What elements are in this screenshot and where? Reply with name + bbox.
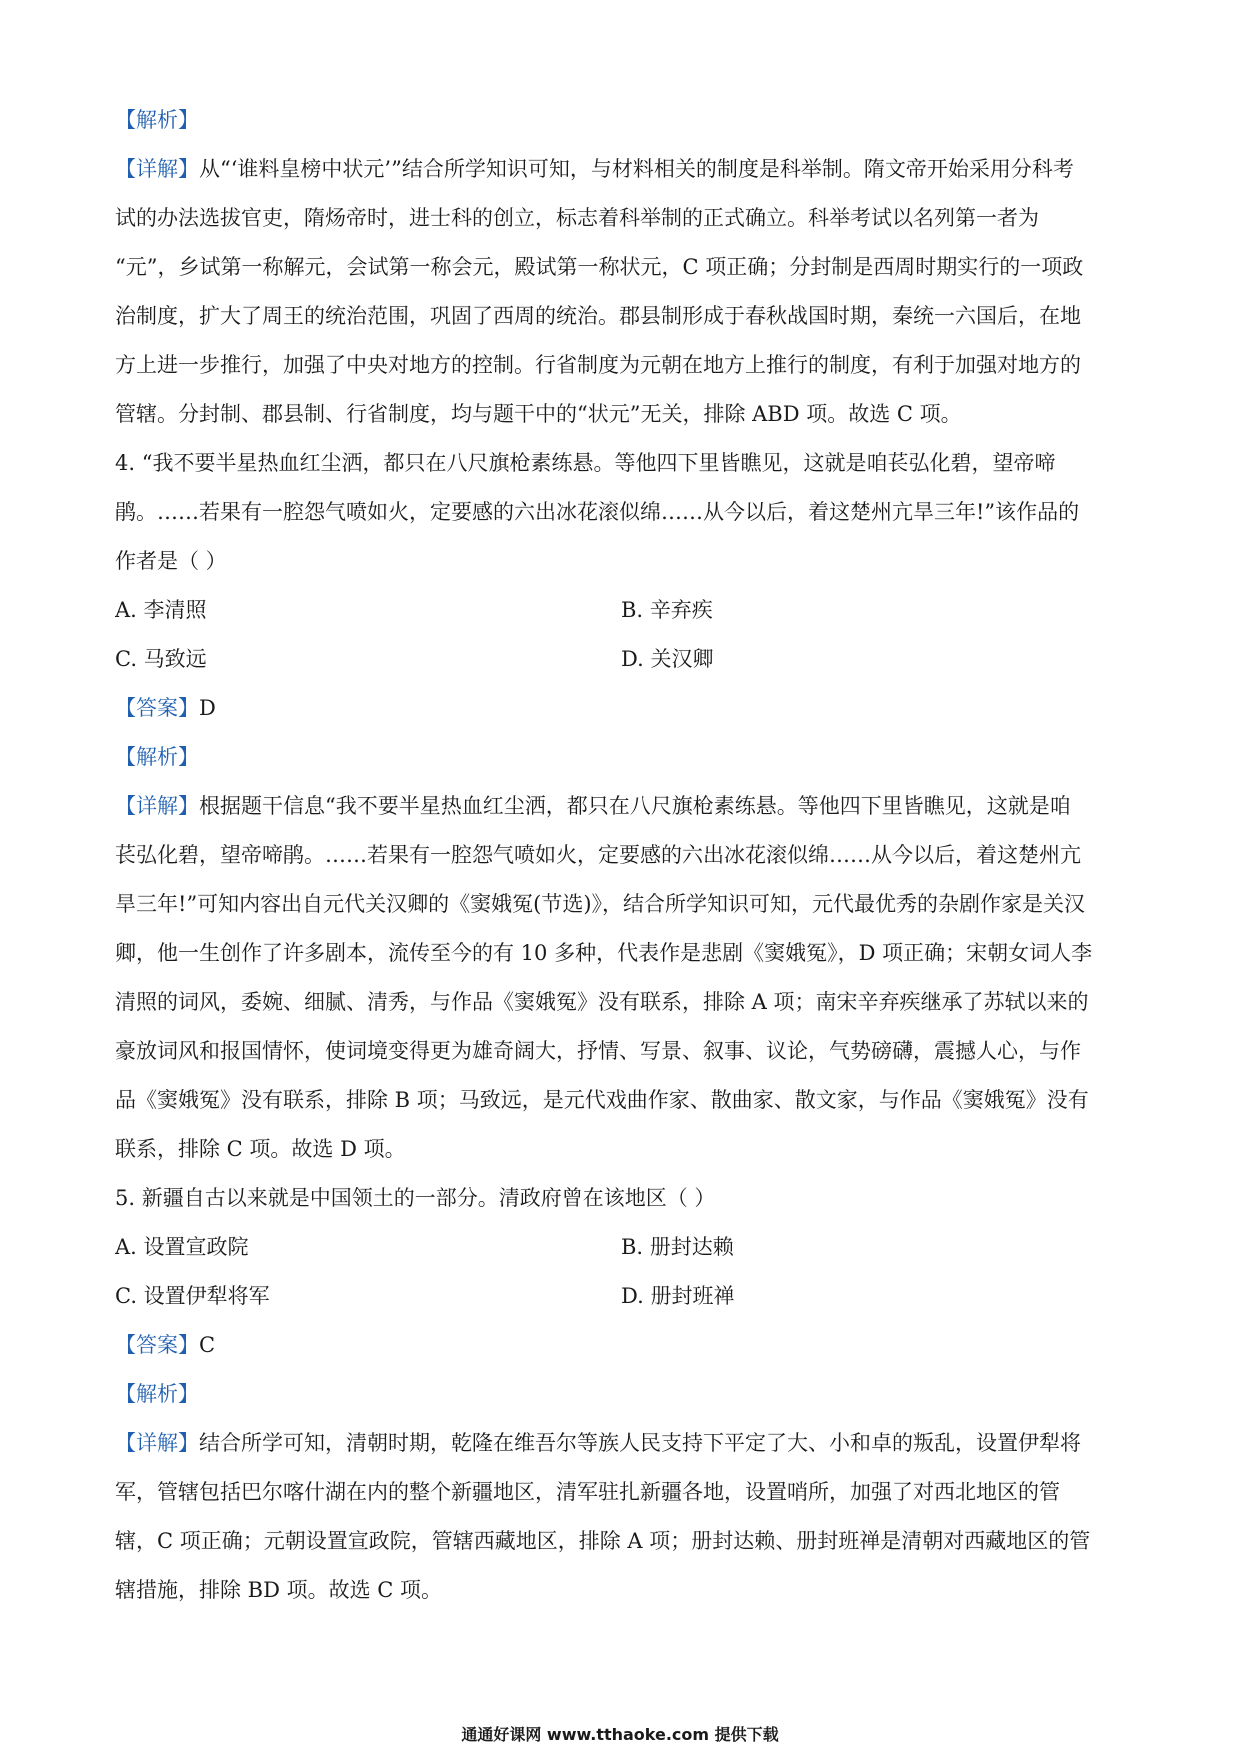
option-d: D. 册封班禅 bbox=[621, 1284, 735, 1308]
detail-line: 【详解】从“‘谁料皇榜中状元’”结合所学知识可知，与材料相关的制度是科举制。隋文帝开始采用分科考 bbox=[115, 157, 1074, 181]
footer-watermark: 通通好课网 www.tthaoke.com 提供下载 bbox=[461, 1725, 779, 1744]
detail-line: 辖，C 项正确；元朝设置宣政院，管辖西藏地区，排除 A 项；册封达赖、册封班禅是清朝对西藏地区的管 bbox=[115, 1529, 1091, 1553]
answer-value: C bbox=[199, 1333, 216, 1357]
detail-line: 联系，排除 C 项。故选 D 项。 bbox=[115, 1137, 406, 1161]
detail-line: 治制度，扩大了周王的统治范围，巩固了西周的统治。郡县制形成于春秋战国时期，秦统一六国后，在地 bbox=[115, 304, 1081, 328]
detail-line: 方上进一步推行，加强了中央对地方的控制。行省制度为元朝在地方上推行的制度，有利于加强对地方的 bbox=[115, 353, 1081, 377]
analysis-heading bbox=[115, 733, 1133, 782]
detail-line: 【详解】根据题干信息“我不要半星热血红尘洒，都只在八尺旗枪素练悬。等他四下里皆瞧见，这就是咱 bbox=[115, 794, 1071, 818]
question-4-options-row bbox=[115, 586, 1133, 635]
answer-line bbox=[115, 684, 1133, 733]
detail-line: 辖措施，排除 BD 项。故选 C 项。 bbox=[115, 1578, 443, 1602]
detail-line: 苌弘化碧，望帝啼鹃。……若果有一腔怨气喷如火，定要感的六出冰花滚似绵……从今以后，着这楚州亢 bbox=[115, 843, 1081, 867]
detail-line: 清照的词风，委婉、细腻、清秀，与作品《窦娥冤》没有联系，排除 A 项；南宋辛弃疾继承了苏轼以来的 bbox=[115, 990, 1089, 1014]
detail-line: 旱三年!”可知内容出自元代关汉卿的《窦娥冤(节选)》，结合所学知识可知，元代最优秀的杂剧作家是关汉 bbox=[115, 892, 1086, 916]
question-4-options-row bbox=[115, 635, 1133, 684]
document-page bbox=[115, 96, 1133, 1615]
option-c: C. 马致远 bbox=[115, 647, 207, 671]
detail-line: 试的办法选拔官吏，隋炀帝时，进士科的创立，标志着科举制的正式确立。科举考试以名列第一者为 bbox=[115, 206, 1039, 230]
analysis-heading bbox=[115, 1370, 1133, 1419]
detail-line: 卿，他一生创作了许多剧本，流传至今的有 10 多种，代表作是悲剧《窦娥冤》，D 项正确；宋朝女词人李 bbox=[115, 941, 1093, 965]
answer-tag: 【答案】 bbox=[115, 696, 199, 720]
option-a: A. 设置宣政院 bbox=[115, 1235, 249, 1259]
answer-line bbox=[115, 1321, 1133, 1370]
detail-line: 军，管辖包括巴尔喀什湖在内的整个新疆地区，清军驻扎新疆各地，设置哨所，加强了对西北地区的管 bbox=[115, 1480, 1060, 1504]
detail-line: “元”，乡试第一称解元，会试第一称会元，殿试第一称状元，C 项正确；分封制是西周时期实行的一项政 bbox=[115, 255, 1084, 279]
analysis-tag: 【解析】 bbox=[115, 745, 199, 769]
detail-tag: 【详解】 bbox=[115, 1431, 199, 1455]
analysis-tag: 【解析】 bbox=[115, 108, 199, 132]
question-5-stem: 5. 新疆自古以来就是中国领土的一部分。清政府曾在该地区（ ） bbox=[115, 1186, 716, 1210]
detail-tag: 【详解】 bbox=[115, 794, 199, 818]
question-4-stem: 作者是（ ） bbox=[115, 549, 227, 573]
answer-value: D bbox=[199, 696, 216, 720]
detail-tag: 【详解】 bbox=[115, 157, 199, 181]
option-c: C. 设置伊犁将军 bbox=[115, 1284, 270, 1308]
option-a: A. 李清照 bbox=[115, 598, 207, 622]
option-b: B. 辛弃疾 bbox=[621, 598, 713, 622]
detail-line: 【详解】结合所学可知，清朝时期，乾隆在维吾尔等族人民支持下平定了大、小和卓的叛乱，设置伊犁将 bbox=[115, 1431, 1081, 1455]
analysis-heading bbox=[115, 96, 1133, 145]
option-d: D. 关汉卿 bbox=[621, 647, 714, 671]
question-5-options-row bbox=[115, 1272, 1133, 1321]
analysis-tag: 【解析】 bbox=[115, 1382, 199, 1406]
detail-line: 品《窦娥冤》没有联系，排除 B 项；马致远，是元代戏曲作家、散曲家、散文家，与作品《窦娥冤》没有 bbox=[115, 1088, 1089, 1112]
detail-line: 豪放词风和报国情怀，使词境变得更为雄奇阔大，抒情、写景、叙事、议论，气势磅礴，震撼人心，与作 bbox=[115, 1039, 1081, 1063]
question-4-stem: 4. “我不要半星热血红尘洒，都只在八尺旗枪素练悬。等他四下里皆瞧见，这就是咱苌弘化碧，望帝啼 bbox=[115, 451, 1056, 475]
answer-tag: 【答案】 bbox=[115, 1333, 199, 1357]
detail-line: 管辖。分封制、郡县制、行省制度，均与题干中的“状元”无关，排除 ABD 项。故选 C 项。 bbox=[115, 402, 962, 426]
option-b: B. 册封达赖 bbox=[621, 1235, 734, 1259]
question-5-options-row bbox=[115, 1223, 1133, 1272]
question-4-stem: 鹃。……若果有一腔怨气喷如火，定要感的六出冰花滚似绵……从今以后，着这楚州亢旱三年!”该作品的 bbox=[115, 500, 1080, 524]
